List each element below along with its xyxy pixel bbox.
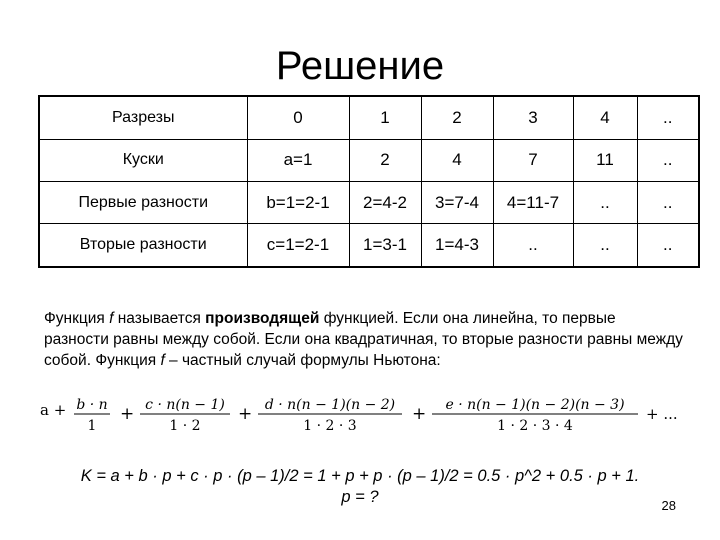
function-symbol: f xyxy=(109,310,114,327)
table-cell: 1=4-3 xyxy=(421,224,493,267)
paragraph-text: – частный случай формулы Ньютона: xyxy=(164,352,441,369)
row-header: Разрезы xyxy=(39,96,247,139)
page-number: 28 xyxy=(661,498,676,513)
table-cell: 3 xyxy=(493,96,573,139)
bold-term: производящей xyxy=(205,310,320,327)
table-cell: 2 xyxy=(349,139,421,181)
table-cell: 1 xyxy=(349,96,421,139)
row-header: Первые разности xyxy=(39,181,247,223)
formula-numerator: d · n(n − 1)(n − 2) xyxy=(264,397,396,413)
formula-plus: + xyxy=(238,404,253,424)
formula-denominator: 1 · 2 xyxy=(169,418,201,434)
k-formula-line: K = a + b · p + c · p · (p – 1)/2 = 1 + p + p · (p – 1)/2 = 0.5 · p^2 + 0.5 · p + 1. xyxy=(80,467,640,485)
row-header: Куски xyxy=(39,139,247,181)
row-header: Вторые разности xyxy=(39,224,247,267)
table-cell: 11 xyxy=(573,139,637,181)
p-question-line: p = ? xyxy=(341,488,379,506)
formula-denominator: 1 xyxy=(87,418,97,434)
formula-denominator: 1 · 2 · 3 · 4 xyxy=(497,418,573,434)
paragraph-text: функцией. Если она линейна, то первые разности равны между собой. Если она квадратичная, то вторые разности равны между собой. Функция xyxy=(44,310,683,369)
table-cell: 3=7-4 xyxy=(421,181,493,223)
table-cell: 4=11-7 xyxy=(493,181,573,223)
table-cell: 4 xyxy=(421,139,493,181)
table-row xyxy=(39,224,699,267)
table-cell: 0 xyxy=(247,96,349,139)
table-cell: .. xyxy=(573,181,637,223)
formula-lead: a + xyxy=(40,401,67,419)
table-row xyxy=(39,96,699,139)
function-symbol: f xyxy=(160,352,165,369)
table-row xyxy=(39,181,699,223)
formula-denominator: 1 · 2 · 3 xyxy=(303,418,357,434)
formula-numerator: e · n(n − 1)(n − 2)(n − 3) xyxy=(445,397,625,413)
formula-tail: + ... xyxy=(646,405,678,423)
formula-numerator: c · n(n − 1) xyxy=(145,397,225,413)
table-cell: .. xyxy=(637,96,699,139)
table-cell: c=1=2-1 xyxy=(247,224,349,267)
table-cell: 2=4-2 xyxy=(349,181,421,223)
formula-numerator: b · n xyxy=(76,397,108,413)
differences-table xyxy=(38,95,700,268)
table-row xyxy=(39,139,699,181)
newton-formula xyxy=(40,393,690,437)
paragraph-text: называется xyxy=(113,310,206,327)
table-cell: 4 xyxy=(573,96,637,139)
table-cell: 1=3-1 xyxy=(349,224,421,267)
table-cell: a=1 xyxy=(247,139,349,181)
paragraph-text: Функция xyxy=(44,310,110,327)
table-cell: .. xyxy=(637,139,699,181)
formula-plus: + xyxy=(120,404,135,424)
explanation-paragraph xyxy=(44,308,684,371)
table-cell: .. xyxy=(637,224,699,267)
slide-title: Решение xyxy=(275,44,445,88)
table-cell: .. xyxy=(637,181,699,223)
table-cell: 2 xyxy=(421,96,493,139)
table-cell: b=1=2-1 xyxy=(247,181,349,223)
table-cell: .. xyxy=(573,224,637,267)
table-cell: .. xyxy=(493,224,573,267)
table-cell: 7 xyxy=(493,139,573,181)
formula-plus: + xyxy=(412,404,427,424)
